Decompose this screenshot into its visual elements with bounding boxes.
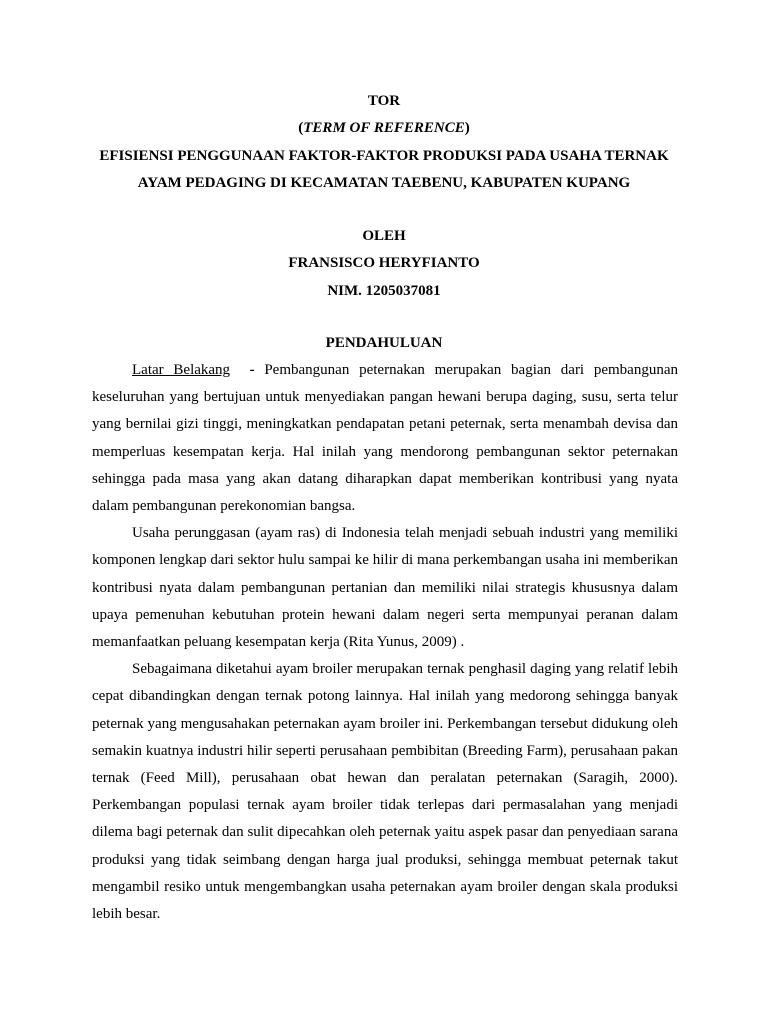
doc-type-subtitle [0,119,768,137]
student-id: NIM. 1205037081 [327,283,441,299]
document-title-line-1: EFISIENSI PENGGUNAAN FAKTOR-FAKTOR PRODUKSI PADA USAHA TERNAK [99,148,669,164]
paren-close: ) [464,120,470,136]
paragraph-poultry-industry: Usaha perunggasan (ayam ras) di Indonesia telah menjadi sebuah industri yang memiliki komponen lengkap dari sektor hulu sampai ke hilir di mana perkembangan usaha ini memberikan kontribusi nyata dalam pembangunan pertanian dan memiliki nilai strategis khususnya dalam upaya pemenuhan kebutuhan protein hewani dalam negeri serta mempunyai peranan dalam memanfaatkan peluang kesempatan kerja (Rita Yunus, 2009) . [92,525,678,651]
author-name: FRANSISCO HERYFIANTO [288,255,480,271]
paragraph-broiler: Sebagaimana diketahui ayam broiler merupakan ternak penghasil daging yang relatif lebih cepat dibandingkan dengan ternak potong lainnya. Hal inilah yang medorong sehingga banyak peternak yang mengusahakan peternakan ayam broiler ini. Perkembangan tersebut didukung oleh semakin kuatnya industri hilir seperti perusahaan pembibitan (Breeding Farm), perusahaan pakan ternak (Feed Mill), perusahaan obat hewan dan peralatan peternakan (Saragih, 2000). Perkembangan populasi ternak ayam broiler tidak terlepas dari permasalahan yang menjadi dilema bagi peternak dan sulit dipecahkan oleh peternak yaitu aspek pasar dan penyediaan sarana produksi yang tidak seimbang dengan harga jual produksi, sehingga membuat peternak takut mengambil resiko untuk mengembangkan usaha peternakan ayam broiler dengan skala produksi lebih besar. [92,661,678,923]
doc-type-label: TOR [367,93,401,109]
section-heading: PENDAHULUAN [325,335,443,351]
paragraph-background [92,357,678,520]
lead-dash: - [249,362,255,378]
paren-open: ( [298,120,304,136]
document-title-line-2: AYAM PEDAGING DI KECAMATAN TAEBENU, KABUPATEN KUPANG [137,175,631,191]
term-of-reference-text: TERM OF REFERENCE [303,120,465,136]
lead-term: Latar Belakang [132,362,231,378]
body-text [92,357,678,928]
author-by-label: OLEH [362,228,406,244]
paragraph-1-text: Pembangunan peternakan merupakan bagian dari pembangunan keseluruhan yang bertujuan untuk menyediakan pangan hewani berupa daging, susu, serta telur yang bernilai gizi tinggi, meningkatkan pendapatan petani peternak, serta menambah devisa dan memperluas kesempatan kerja. Hal inilah yang mendorong pembangunan sektor peternakan sehingga pada masa yang akan datang diharapkan dapat memberikan kontribusi yang nyata dalam pembangunan perekonomian bangsa. [92,362,679,515]
